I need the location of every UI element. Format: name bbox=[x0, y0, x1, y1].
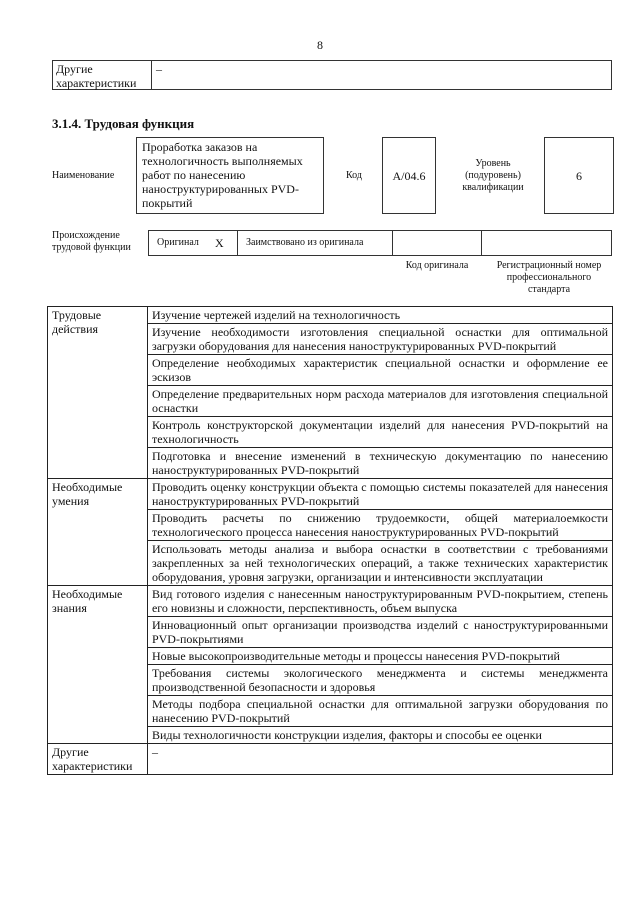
group-item: Методы подбора специальной оснастки для оптимальной загрузки оборудования по нанесению PVD-покрытий bbox=[147, 696, 612, 727]
borrowed-label: Заимствовано из оригинала bbox=[246, 237, 364, 248]
level-label: Уровень (подуровень) квалификации bbox=[462, 158, 524, 193]
qualification-level: 6 bbox=[544, 137, 614, 214]
group-item: Подготовка и внесение изменений в техническую документацию по нанесению наноструктурированных PVD-покрытий bbox=[147, 448, 612, 479]
function-name: Проработка заказов на технологичность выполняемых работ по нанесению наноструктурированных PVD-покрытий bbox=[136, 137, 324, 214]
main-table bbox=[47, 306, 613, 775]
group-item: Новые высокопроизводительные методы и процессы нанесения PVD-покрытий bbox=[147, 648, 612, 665]
group-item: Инновационный опыт организации производства изделий с наноструктурированными PVD-покрытиями bbox=[147, 617, 612, 648]
group-item: Использовать методы анализа и выбора оснастки в соответствии с требованиями закрепленных за ней технологических операций, а также технических характеристик оборудования, уровня загрузки, организации и интенсивности эксплуатации bbox=[147, 541, 612, 586]
group-item: Проводить расчеты по снижению трудоемкости, общей материалоемкости технологического процесса нанесения наноструктурированных PVD-покрытий bbox=[147, 510, 612, 541]
group-item: Требования системы экологического менеджмента и системы менеджмента производственной безопасности и здоровья bbox=[147, 665, 612, 696]
borrowed-cell bbox=[237, 230, 393, 256]
group-label: Необходимые знания bbox=[48, 586, 148, 744]
group-label: Другие характеристики bbox=[48, 744, 148, 775]
group-item: Проводить оценку конструкции объекта с помощью системы показателей для нанесения наноструктурированных PVD-покрытий bbox=[147, 479, 612, 510]
top-table-label: Другие характеристики bbox=[52, 60, 152, 90]
group-item: – bbox=[147, 744, 612, 775]
group-item: Контроль конструкторской документации изделий для нанесения PVD-покрытий на технологичность bbox=[147, 417, 612, 448]
table-row bbox=[48, 744, 613, 775]
group-item: Определение необходимых характеристик специальной оснастки и оформление ее эскизов bbox=[147, 355, 612, 386]
origin-label: Происхождение трудовой функции bbox=[52, 230, 131, 253]
reg-number-caption: Регистрационный номер профессионального стандарта bbox=[496, 260, 602, 295]
page-number: 8 bbox=[317, 38, 323, 52]
group-item: Изучение необходимости изготовления специальной оснастки для оптимальной загрузки оборудования для нанесения наноструктурированных PVD-покрытий bbox=[147, 324, 612, 355]
section-title: 3.1.4. Трудовая функция bbox=[52, 116, 195, 131]
original-label: Оригинал bbox=[157, 237, 199, 248]
group-label: Необходимые умения bbox=[48, 479, 148, 586]
group-item: Виды технологичности конструкции изделия, факторы и способы ее оценки bbox=[147, 727, 612, 744]
top-table bbox=[52, 60, 612, 90]
group-item: Определение предварительных норм расхода материалов для изготовления специальной оснастки bbox=[147, 386, 612, 417]
group-item: Вид готового изделия с нанесенным наноструктурированным PVD-покрытием, степень его новизны и сложности, перспективность, объем выпуска bbox=[147, 586, 612, 617]
function-code: A/04.6 bbox=[382, 137, 436, 214]
table-row bbox=[48, 586, 613, 617]
original-cell bbox=[148, 230, 238, 256]
group-item: Изучение чертежей изделий на технологичность bbox=[147, 307, 612, 324]
table-row bbox=[48, 479, 613, 510]
group-label: Трудовые действия bbox=[48, 307, 148, 479]
top-table-value: – bbox=[151, 60, 612, 90]
code-original-caption: Код оригинала bbox=[405, 260, 469, 271]
code-original-cell bbox=[392, 230, 482, 256]
reg-number-cell bbox=[481, 230, 612, 256]
table-row bbox=[48, 307, 613, 324]
name-label: Наименование bbox=[52, 170, 115, 181]
original-mark: X bbox=[215, 236, 224, 250]
code-label: Код bbox=[346, 170, 362, 181]
